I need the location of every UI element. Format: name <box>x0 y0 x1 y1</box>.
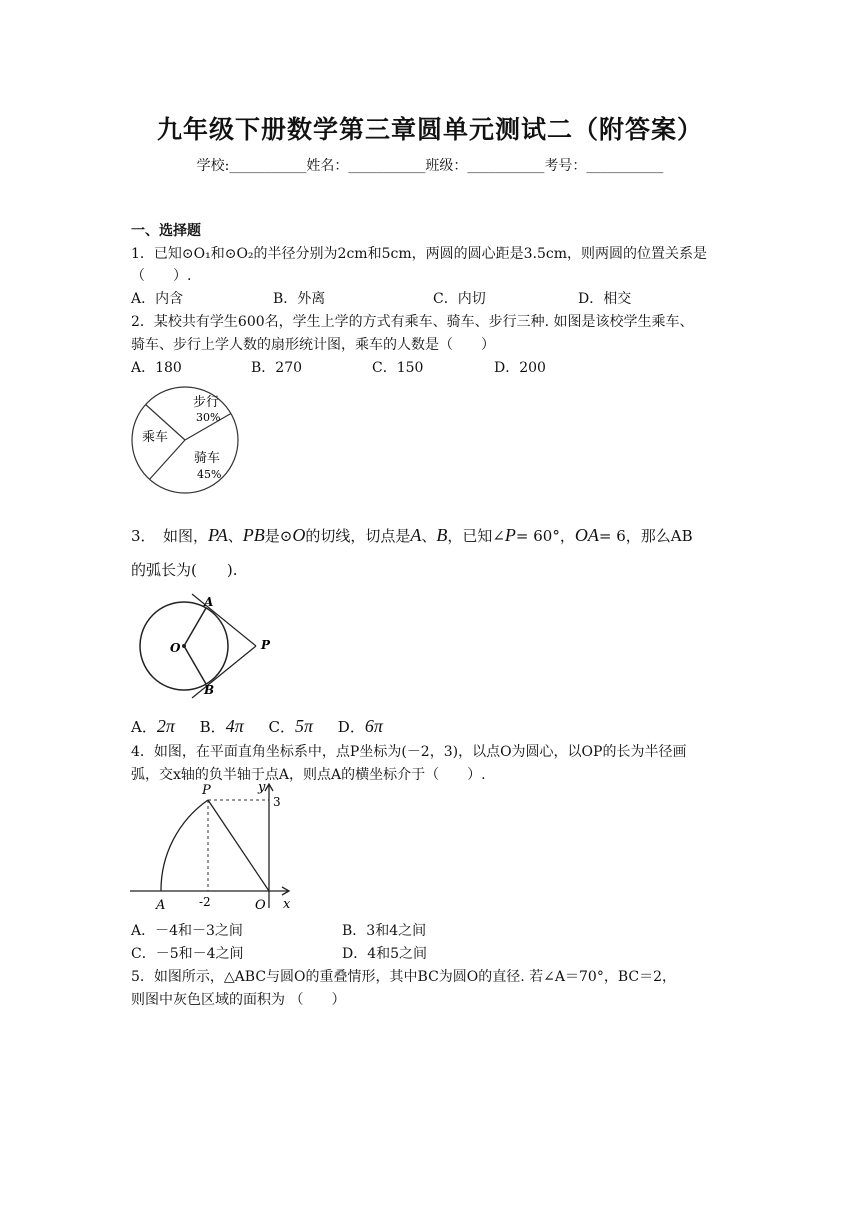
q3-options <box>131 716 383 737</box>
q3-option-b: B．4π <box>199 716 244 736</box>
page-title: 九年级下册数学第三章圆单元测试二（附答案） <box>156 115 703 144</box>
q4-option-c: C．－5和－4之间 <box>131 946 244 962</box>
q1-option-b: B．外离 <box>273 291 326 307</box>
q3-text3: ，已知∠ <box>447 527 505 545</box>
q3-num: 3． 如图， <box>131 527 209 545</box>
fig3-label-b: B <box>204 683 215 697</box>
pie-chart <box>126 380 244 500</box>
q3-option-a: A．2π <box>131 716 175 736</box>
q3-b: B <box>436 525 448 545</box>
q3-pb: PB <box>242 525 265 545</box>
q1-stem-line1: 1．已知⊙O₁和⊙O₂的半径分别为2cm和5cm，两圆的圆心距是3.5cm，则两圆的位置关系是 <box>131 246 707 262</box>
q1-option-d: D．相交 <box>578 291 632 307</box>
fig3-label-o: O <box>170 641 181 655</box>
q5-stem-line1: 5．如图所示，△ABC与圆O的重叠情形，其中BC为圆O的直径. 若∠A＝70°，BC＝2， <box>131 969 676 985</box>
fig4-label-3: 3 <box>273 795 281 809</box>
q3-eq2: = 6 <box>598 527 626 545</box>
q3-eq1: = 60°， <box>515 527 575 545</box>
q3-pa: PA <box>208 525 228 545</box>
pie-label-bike: 骑车 <box>194 451 221 466</box>
q3-sep: 、 <box>227 527 243 545</box>
pie-label-bus: 乘车 <box>142 430 169 445</box>
pie-label-walk: 步行 <box>193 395 220 410</box>
q3-option-d: D．6π <box>337 716 383 736</box>
q2-option-d: D．200 <box>494 360 546 376</box>
q3-sep2: 、 <box>421 527 437 545</box>
fig3-label-a: A <box>204 595 214 609</box>
q4-option-d: D．4和5之间 <box>342 946 428 962</box>
q2-stem-line2: 骑车、步行上学人数的扇形统计图，乘车的人数是（ ） <box>131 337 495 353</box>
q3-o: O <box>292 525 306 545</box>
pie-value-walk: 30% <box>196 411 221 424</box>
q2-stem-line1: 2．某校共有学生600名，学生上学的方式有乘车、骑车、步行三种. 如图是该校学生乘车、 <box>131 314 694 330</box>
q2-option-c: C．150 <box>372 360 424 376</box>
q1-option-a: A．内含 <box>131 291 184 307</box>
q5-stem-line2: 则图中灰色区域的面积为 （ ） <box>131 992 346 1008</box>
fig3-label-p: P <box>261 638 271 652</box>
fig4-label-minus2: -2 <box>199 895 211 909</box>
section-heading: 一、选择题 <box>131 223 201 239</box>
q3-text2: 的切线，切点是 <box>305 527 411 545</box>
q4-option-a: A．－4和－3之间 <box>131 923 243 939</box>
tangent-figure <box>128 590 278 702</box>
q4-option-b: B．3和4之间 <box>342 923 427 939</box>
q3-text4: ，那么AB <box>625 527 693 545</box>
q3-option-c: C．5π <box>268 716 314 736</box>
q1-option-c: C．内切 <box>433 291 486 307</box>
fig4-label-p: P <box>202 783 211 798</box>
pie-value-bike: 45% <box>197 468 222 481</box>
q3-stem-line1 <box>131 525 693 546</box>
fig4-label-a: A <box>156 898 166 913</box>
fig4-label-x: x <box>283 897 291 912</box>
q3-oa: OA <box>574 525 599 545</box>
student-info-line: 学校:___________姓名：___________班级：___________考号：___________ <box>196 158 664 174</box>
q4-stem-line1: 4．如图，在平面直角坐标系中，点P坐标为(－2，3)，以点O为圆心，以OP的长为半径画 <box>131 744 687 760</box>
fig4-label-y: y <box>258 780 266 795</box>
fig4-label-o: O <box>255 898 266 913</box>
pie-slice-divider-2 <box>150 440 186 479</box>
q4-stem-line2: 弧，交x轴的负半轴于点A，则点A的横坐标介于（ ）. <box>131 767 486 783</box>
q3-stem-line2: 的弧长为( ). <box>131 561 238 579</box>
q2-option-a: A．180 <box>131 360 182 376</box>
q3-a: A <box>410 525 422 545</box>
q2-option-b: B．270 <box>251 360 303 376</box>
q1-stem-line2: （ ）. <box>131 268 192 284</box>
coordinate-figure <box>128 778 300 914</box>
q3-text1: 是⊙ <box>264 527 293 545</box>
q3-p: P <box>504 525 516 545</box>
